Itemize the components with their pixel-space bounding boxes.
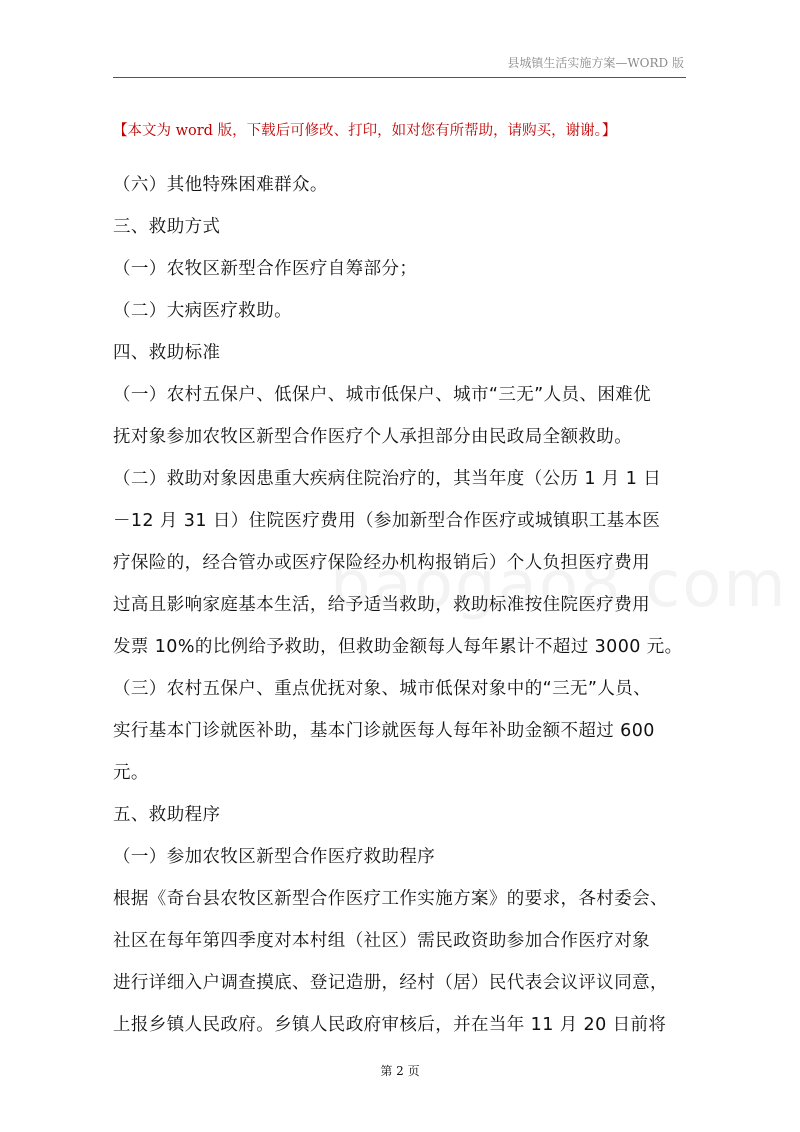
body-line: （二）救助对象因患重大疾病住院治疗的，其当年度（公历 1 月 1 日 <box>113 469 662 489</box>
body-line: 疗保险的，经合管办或医疗保险经办机构报销后）个人负担医疗费用 <box>113 553 650 573</box>
body-line: （三）农村五保户、重点优抚对象、城市低保对象中的“三无”人员、 <box>113 679 652 699</box>
body-line: （六）其他特殊困难群众。 <box>113 175 328 195</box>
body-line: 上报乡镇人民政府。乡镇人民政府审核后，并在当年 11 月 20 日前将 <box>113 1015 667 1035</box>
section-heading: 五、救助程序 <box>113 805 221 825</box>
body-line: 社区在每年第四季度对本村组（社区）需民政资助参加合作医疗对象 <box>113 931 650 951</box>
page-header <box>113 0 686 78</box>
body-line: （二）大病医疗救助。 <box>113 301 292 321</box>
body-line: 发票 10%的比例给予救助，但救助金额每人每年累计不超过 3000 元。 <box>113 637 683 657</box>
document-body <box>113 164 693 1046</box>
body-line: 进行详细入户调查摸底、登记造册，经村（居）民代表会议评议同意， <box>113 973 668 993</box>
section-heading: 四、救助标准 <box>113 343 221 363</box>
body-line: －12 月 31 日）住院医疗费用（参加新型合作医疗或城镇职工基本医 <box>113 511 661 531</box>
body-line: 抚对象参加农牧区新型合作医疗个人承担部分由民政局全额救助。 <box>113 427 633 447</box>
body-line: （一）农牧区新型合作医疗自筹部分； <box>113 259 418 279</box>
body-line: 根据《奇台县农牧区新型合作医疗工作实施方案》的要求，各村委会、 <box>113 889 668 909</box>
header-title: 县城镇生活实施方案—WORD 版 <box>507 56 684 70</box>
download-notice: 【本文为 word 版，下载后可修改、打印，如对您有所帮助，请购买，谢谢。】 <box>113 123 617 139</box>
body-line: （一）参加农牧区新型合作医疗救助程序 <box>113 847 436 867</box>
section-heading: 三、救助方式 <box>113 217 221 237</box>
body-line: 元。 <box>113 763 149 783</box>
body-line: 实行基本门诊就医补助，基本门诊就医每人每年补助金额不超过 600 <box>113 721 655 741</box>
page-number: 第 2 页 <box>380 1064 420 1078</box>
body-line: 过高且影响家庭基本生活，给予适当救助，救助标准按住院医疗费用 <box>113 595 650 615</box>
body-line: （一）农村五保户、低保户、城市低保户、城市“三无”人员、困难优 <box>113 385 652 405</box>
